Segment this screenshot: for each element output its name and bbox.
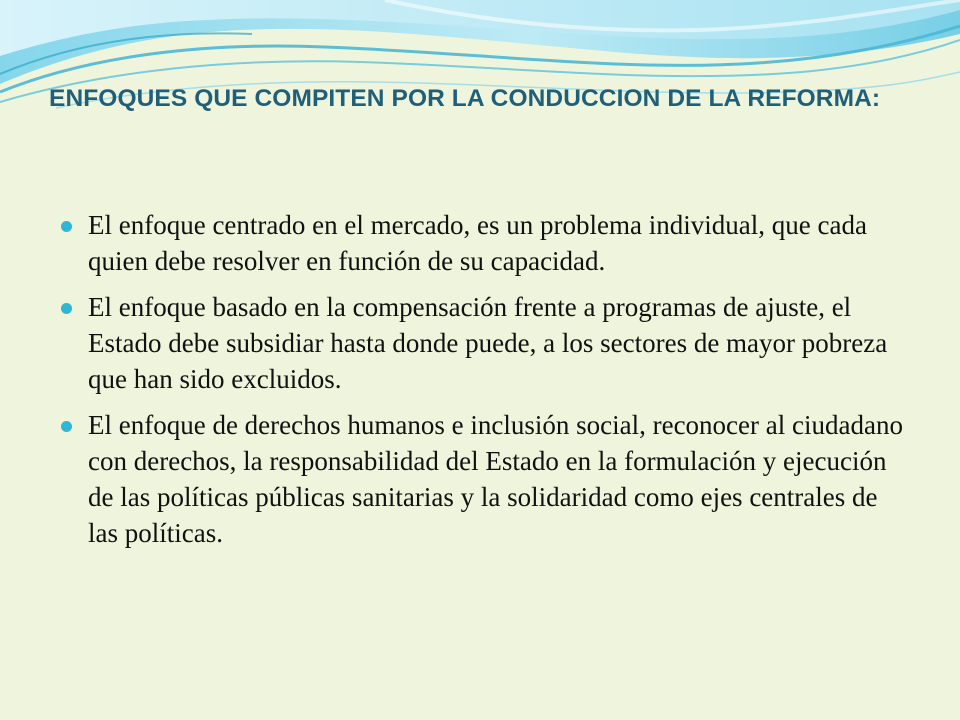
slide-title: ENFOQUES QUE COMPITEN POR LA CONDUCCION DE LA REFORMA: — [49, 85, 881, 112]
bullet-item-market-approach — [61, 207, 911, 279]
bullet-text-market-approach: El enfoque centrado en el mercado, es un problema individual, que cada quien debe resolver en función de su capacidad. — [88, 210, 867, 276]
bullet-item-compensation-approach — [61, 289, 911, 397]
bullet-dot-icon — [61, 421, 72, 432]
bullet-dot-icon — [61, 303, 72, 314]
bullet-item-human-rights-approach — [61, 407, 911, 551]
wave-header-decoration — [0, 0, 960, 140]
bullet-list — [61, 207, 911, 561]
bullet-dot-icon — [61, 221, 72, 232]
bullet-text-compensation-approach: El enfoque basado en la compensación frente a programas de ajuste, el Estado debe subsidiar hasta donde puede, a los sectores de mayor pobreza que han sido excluidos. — [88, 292, 888, 394]
bullet-text-human-rights-approach: El enfoque de derechos humanos e inclusión social, reconocer al ciudadano con derechos, la responsabilidad del Estado en la formulación y ejecución de las políticas públicas sanitarias y la solidaridad como ejes centrales de las políticas. — [88, 410, 903, 548]
